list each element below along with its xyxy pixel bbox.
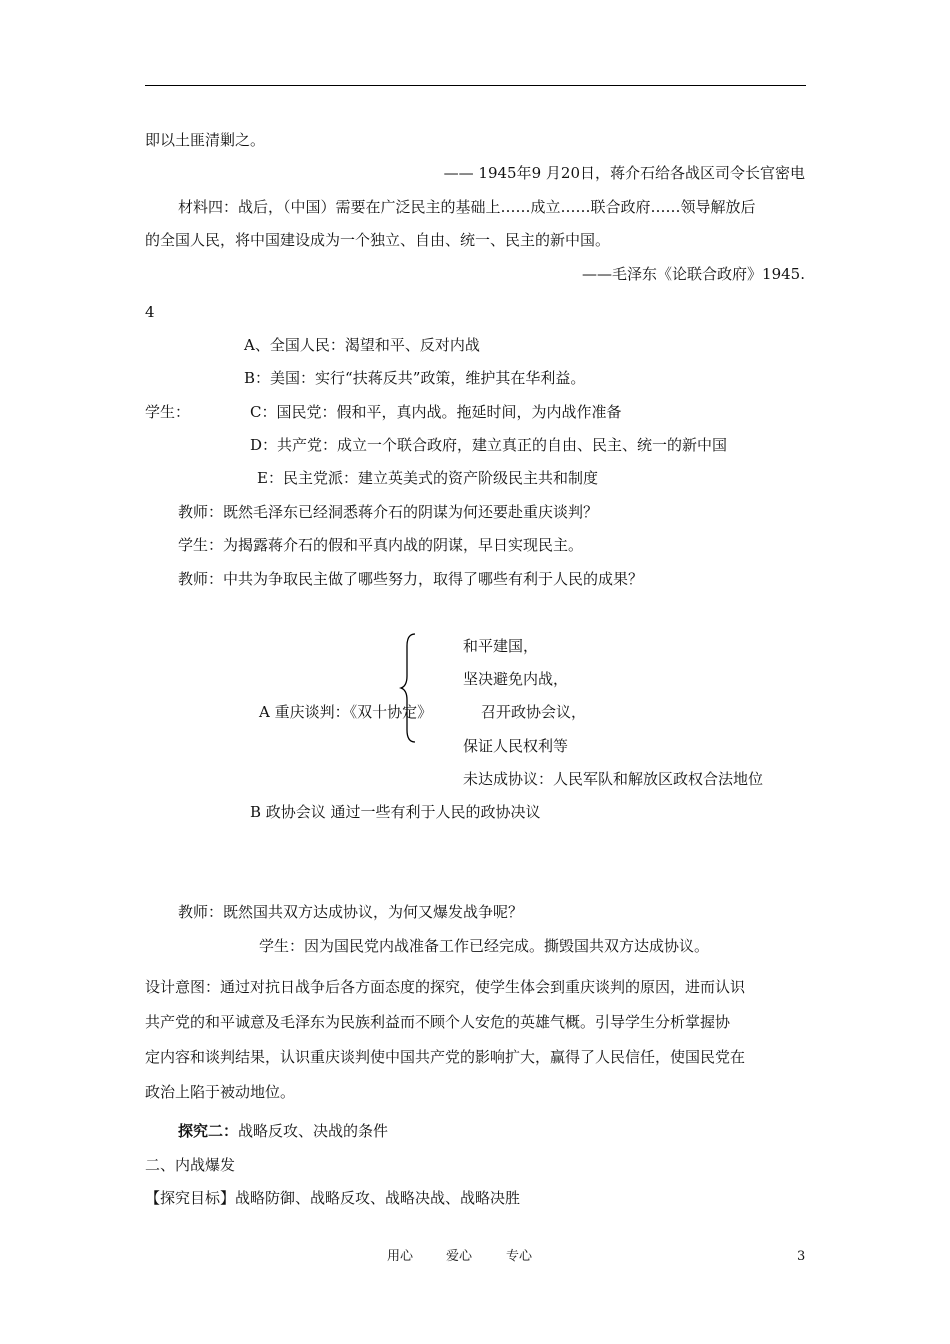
footer-item: 用心 bbox=[387, 1249, 414, 1264]
design-intent-line: 政治上陷于被动地位。 bbox=[145, 1083, 296, 1101]
header-rule bbox=[145, 85, 806, 86]
diagram-b-line: B 政协会议 通过一些有利于人民的政协决议 bbox=[250, 803, 541, 821]
explore-label: 探究二： bbox=[178, 1122, 239, 1140]
text-line: 即以土匪清剿之。 bbox=[145, 131, 266, 149]
section-heading: 二、内战爆发 bbox=[145, 1156, 236, 1174]
dialogue-line: 教师：既然毛泽东已经洞悉蒋介石的阴谋为何还要赴重庆谈判？ bbox=[178, 503, 599, 521]
text-line: 的全国人民，将中国建设成为一个独立、自由、统一、民主的新中国。 bbox=[145, 231, 611, 249]
list-item: C：国民党：假和平，真内战。拖延时间，为内战作准备 bbox=[250, 403, 622, 421]
agreement-item: 坚决避免内战， bbox=[463, 670, 569, 688]
list-item: B：美国：实行“扶蒋反共”政策，维护其在华利益。 bbox=[244, 369, 586, 387]
page-number: 3 bbox=[797, 1249, 806, 1264]
text-line: 材料四：战后，（中国）需要在广泛民主的基础上……成立……联合政府……领导解放后 bbox=[178, 198, 756, 216]
dialogue-line: 学生：为揭露蒋介石的假和平真内战的阴谋，早日实现民主。 bbox=[178, 536, 584, 554]
explore-heading bbox=[178, 1121, 388, 1141]
design-intent-line: 共产党的和平诚意及毛泽东为民族利益而不顾个人安危的英雄气概。引导学生分析掌握协 bbox=[145, 1013, 731, 1031]
list-item: A、全国人民：渴望和平、反对内战 bbox=[244, 336, 480, 354]
unagreed-line: 未达成协议：人民军队和解放区政权合法地位 bbox=[463, 770, 764, 788]
curly-brace-icon bbox=[399, 632, 419, 744]
agreement-item: 保证人民权利等 bbox=[463, 737, 569, 755]
citation-line: —— 1945年9 月20日，蒋介石给各战区司令长官密电 bbox=[443, 164, 805, 182]
design-intent-line: 设计意图：通过对抗日战争后各方面态度的探究，使学生体会到重庆谈判的原因，进而认识 bbox=[145, 978, 746, 996]
footer-item: 爱心 bbox=[446, 1249, 473, 1264]
dialogue-line: 教师：中共为争取民主做了哪些努力，取得了哪些有利于人民的成果？ bbox=[178, 570, 644, 588]
explore-text: 战略反攻、决战的条件 bbox=[238, 1122, 389, 1140]
dialogue-line: 教师：既然国共双方达成协议，为何又爆发战争呢？ bbox=[178, 903, 524, 921]
list-item: E：民主党派：建立英美式的资产阶级民主共和制度 bbox=[257, 469, 598, 487]
footer-item: 专心 bbox=[506, 1249, 533, 1264]
diagram-label: A 重庆谈判：《双十协定》 bbox=[259, 703, 433, 721]
agreement-item: 召开政协会议， bbox=[481, 703, 587, 721]
speaker-label: 学生： bbox=[145, 403, 191, 421]
goal-line: 【探究目标】战略防御、战略反攻、战略决战、战略决胜 bbox=[145, 1189, 521, 1207]
citation-line: ——毛泽东《论联合政府》1945. bbox=[582, 265, 805, 283]
design-intent-line: 定内容和谈判结果，认识重庆谈判使中国共产党的影响扩大，赢得了人民信任，使国民党在 bbox=[145, 1048, 746, 1066]
text-line: 4 bbox=[145, 303, 155, 321]
agreement-item: 和平建国， bbox=[463, 637, 539, 655]
dialogue-line: 学生：因为国民党内战准备工作已经完成。撕毁国共双方达成协议。 bbox=[259, 937, 710, 955]
list-item: D：共产党：成立一个联合政府，建立真正的自由、民主、统一的新中国 bbox=[250, 436, 728, 454]
